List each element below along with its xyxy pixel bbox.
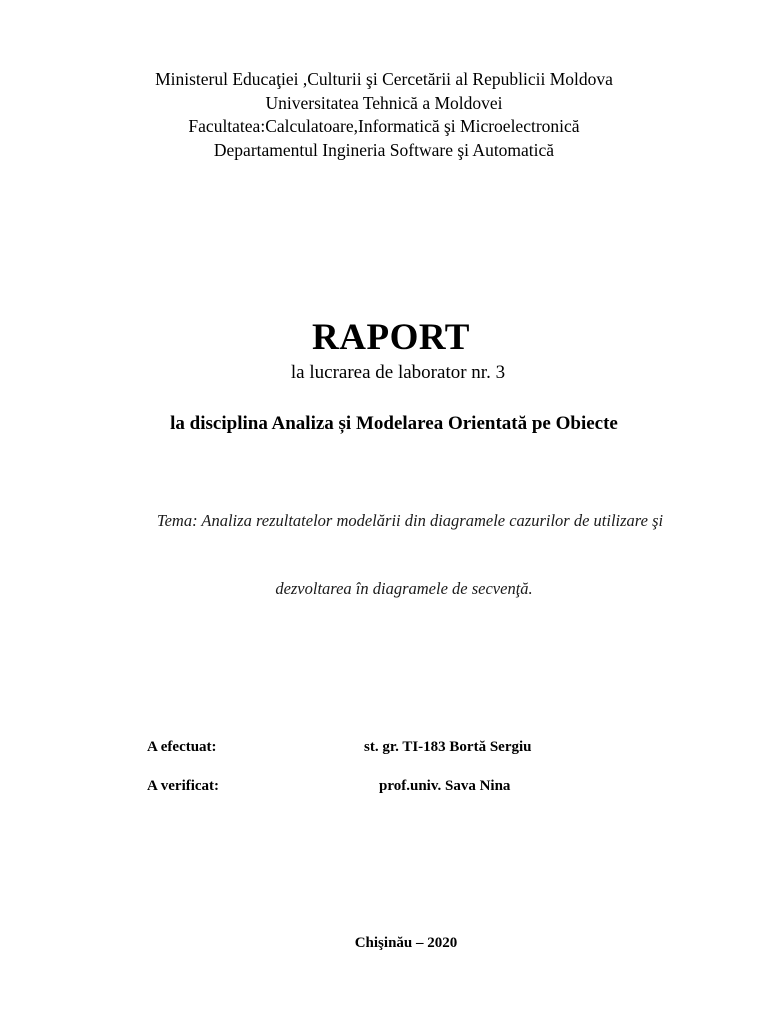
signature-row-efectuat bbox=[147, 737, 532, 757]
discipline-line: la disciplina Analiza și Modelarea Orientată pe Obiecte bbox=[170, 413, 618, 434]
verificat-label: A verificat: bbox=[147, 778, 220, 794]
report-subtitle: la lucrarea de laborator nr. 3 bbox=[290, 362, 506, 383]
university-line: Universitatea Tehnică a Moldovei bbox=[265, 92, 503, 113]
signature-row-verificat bbox=[147, 776, 511, 796]
verificat-value: prof.univ. Sava Nina bbox=[379, 778, 511, 794]
ministry-line: Ministerul Educaţiei ,Culturii şi Cercetării al Republicii Moldova bbox=[155, 69, 613, 89]
tema-line-2: dezvoltarea în diagramele de secvenţă. bbox=[275, 579, 533, 598]
tema-line-1: Tema: Analiza rezultatelor modelării din diagramele cazurilor de utilizare şi bbox=[156, 511, 664, 530]
efectuat-label: A efectuat: bbox=[147, 739, 217, 755]
efectuat-value: st. gr. TI-183 Bortă Sergiu bbox=[364, 739, 532, 755]
faculty-line: Facultatea:Calculatoare,Informatică şi Microelectronică bbox=[188, 116, 580, 136]
report-title: RAPORT bbox=[312, 317, 470, 358]
institution-header bbox=[0, 68, 768, 162]
place-date-footer: Chişinău – 2020 bbox=[354, 935, 458, 951]
department-line: Departamentul Ingineria Software şi Automatică bbox=[213, 139, 555, 160]
